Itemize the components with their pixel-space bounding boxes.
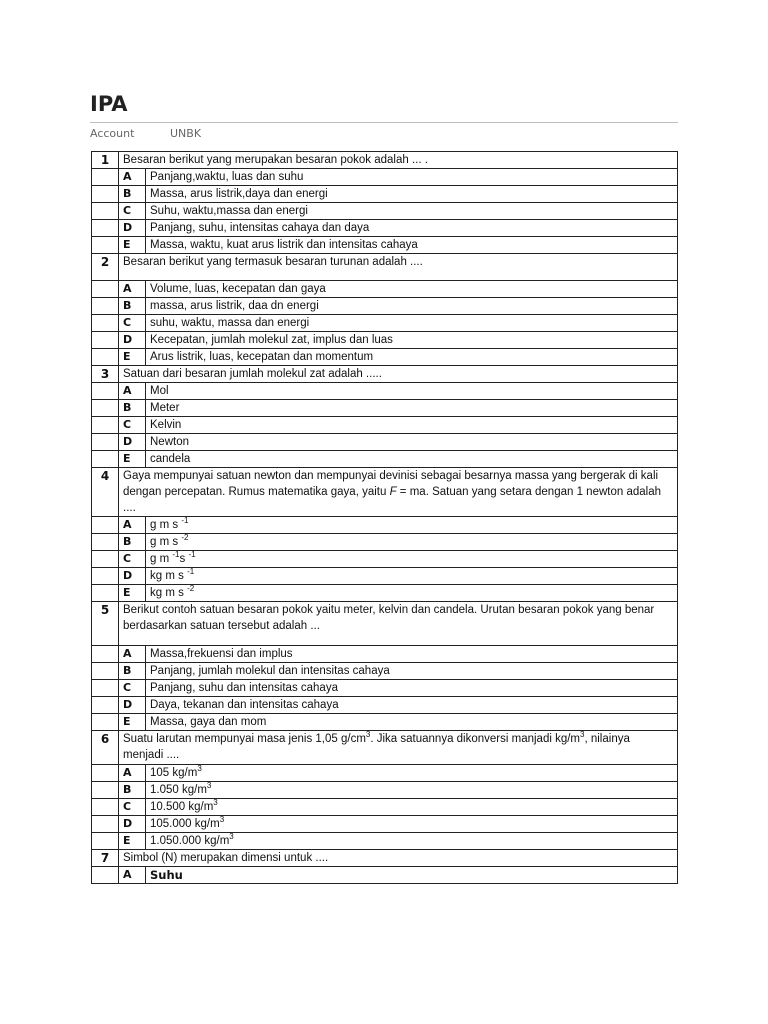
option-text: Newton bbox=[146, 434, 678, 451]
option-letter: A bbox=[119, 383, 146, 400]
option-row bbox=[92, 417, 678, 434]
option-letter: D bbox=[119, 332, 146, 349]
option-letter: B bbox=[119, 534, 146, 551]
option-text: Meter bbox=[146, 400, 678, 417]
question-text: Besaran berikut yang termasuk besaran turunan adalah .... bbox=[119, 254, 678, 281]
option-row bbox=[92, 680, 678, 697]
option-letter: A bbox=[119, 517, 146, 534]
option-text: Suhu, waktu,massa dan energi bbox=[146, 203, 678, 220]
title-divider bbox=[90, 122, 678, 123]
option-letter: D bbox=[119, 220, 146, 237]
option-row bbox=[92, 298, 678, 315]
option-letter: B bbox=[119, 782, 146, 799]
option-letter: E bbox=[119, 714, 146, 731]
option-text: 1.050 $kg/m^3$ bbox=[146, 782, 678, 799]
option-text: Massa,frekuensi dan implus bbox=[146, 646, 678, 663]
option-letter: C bbox=[119, 680, 146, 697]
option-text: Mol bbox=[146, 383, 678, 400]
option-text: Massa, arus listrik,daya dan energi bbox=[146, 186, 678, 203]
question-row bbox=[92, 366, 678, 383]
option-letter: C bbox=[119, 799, 146, 816]
option-text: 105 $kg/m^3$ bbox=[146, 765, 678, 782]
option-letter: D bbox=[119, 816, 146, 833]
option-row bbox=[92, 663, 678, 680]
option-letter: E bbox=[119, 833, 146, 850]
question-number: 1 bbox=[92, 152, 119, 169]
option-row bbox=[92, 833, 678, 850]
question-text: Satuan dari besaran jumlah molekul zat adalah ..... bbox=[119, 366, 678, 383]
option-text: Panjang,waktu, luas dan suhu bbox=[146, 169, 678, 186]
document-title: IPA bbox=[90, 92, 128, 116]
question-row bbox=[92, 602, 678, 646]
option-text: Panjang, jumlah molekul dan intensitas cahaya bbox=[146, 663, 678, 680]
option-text: Volume, luas, kecepatan dan gaya bbox=[146, 281, 678, 298]
option-text: 1.050.000 $kg/m^3$ bbox=[146, 833, 678, 850]
option-row bbox=[92, 765, 678, 782]
option-text: g m s $^{-1}$ bbox=[146, 517, 678, 534]
option-row bbox=[92, 400, 678, 417]
question-row bbox=[92, 731, 678, 765]
question-number: 2 bbox=[92, 254, 119, 281]
option-text: g m s $^{-2}$ bbox=[146, 534, 678, 551]
option-row bbox=[92, 782, 678, 799]
meta-account-label: Account bbox=[90, 127, 135, 140]
option-letter: A bbox=[119, 765, 146, 782]
option-row bbox=[92, 169, 678, 186]
question-text: Suatu larutan mempunyai masa jenis 1,05 $g/cm^3$. Jika satuannya dikonversi manjadi $kg/m^3$, nilainya menjadi .... bbox=[119, 731, 678, 765]
option-row bbox=[92, 237, 678, 254]
question-text: Gaya mempunyai satuan newton dan mempunyai devinisi sebagai besarnya massa yang bergerak di kali dengan percepatan. Rumus matematika gaya, yaitu F = ma. Satuan yang setara dengan 1 newton adalah .... bbox=[119, 468, 678, 517]
option-letter: A bbox=[119, 646, 146, 663]
question-row bbox=[92, 254, 678, 281]
option-row bbox=[92, 203, 678, 220]
option-letter: E bbox=[119, 349, 146, 366]
option-letter: B bbox=[119, 400, 146, 417]
option-row bbox=[92, 816, 678, 833]
option-row bbox=[92, 451, 678, 468]
option-letter: C bbox=[119, 417, 146, 434]
option-letter: A bbox=[119, 867, 146, 884]
option-letter: E bbox=[119, 585, 146, 602]
option-text: 105.000 $kg/m^3$ bbox=[146, 816, 678, 833]
question-number: 6 bbox=[92, 731, 119, 765]
option-text: Panjang, suhu, intensitas cahaya dan daya bbox=[146, 220, 678, 237]
option-letter: A bbox=[119, 169, 146, 186]
option-letter: E bbox=[119, 237, 146, 254]
option-row bbox=[92, 534, 678, 551]
option-text: kg m s $^{-1}$ bbox=[146, 568, 678, 585]
option-letter: C bbox=[119, 203, 146, 220]
question-text: Simbol (N) merupakan dimensi untuk .... bbox=[119, 850, 678, 867]
question-row bbox=[92, 152, 678, 169]
option-letter: E bbox=[119, 451, 146, 468]
option-row bbox=[92, 799, 678, 816]
option-text: Suhu bbox=[146, 867, 678, 884]
option-text: Massa, waktu, kuat arus listrik dan intensitas cahaya bbox=[146, 237, 678, 254]
option-text: g m $^{-1}$s $^{-1}$ bbox=[146, 551, 678, 568]
option-text: candela bbox=[146, 451, 678, 468]
option-letter: A bbox=[119, 281, 146, 298]
option-letter: B bbox=[119, 663, 146, 680]
option-row bbox=[92, 186, 678, 203]
question-row bbox=[92, 850, 678, 867]
option-row bbox=[92, 646, 678, 663]
option-text: massa, arus listrik, daa dn energi bbox=[146, 298, 678, 315]
option-letter: D bbox=[119, 434, 146, 451]
option-text: Panjang, suhu dan intensitas cahaya bbox=[146, 680, 678, 697]
option-row bbox=[92, 867, 678, 884]
option-letter: B bbox=[119, 186, 146, 203]
option-row bbox=[92, 568, 678, 585]
option-text: suhu, waktu, massa dan energi bbox=[146, 315, 678, 332]
option-text: Kelvin bbox=[146, 417, 678, 434]
option-row bbox=[92, 714, 678, 731]
question-number: 5 bbox=[92, 602, 119, 646]
option-letter: C bbox=[119, 551, 146, 568]
option-text: Massa, gaya dan mom bbox=[146, 714, 678, 731]
option-row bbox=[92, 315, 678, 332]
question-number: 7 bbox=[92, 850, 119, 867]
option-row bbox=[92, 220, 678, 237]
option-row bbox=[92, 332, 678, 349]
option-row bbox=[92, 434, 678, 451]
option-row bbox=[92, 551, 678, 568]
option-row bbox=[92, 517, 678, 534]
question-table bbox=[91, 151, 678, 884]
option-text: Kecepatan, jumlah molekul zat, implus dan luas bbox=[146, 332, 678, 349]
option-text: Daya, tekanan dan intensitas cahaya bbox=[146, 697, 678, 714]
meta-category-label: UNBK bbox=[170, 127, 202, 140]
option-text: 10.500 $kg/m^3$ bbox=[146, 799, 678, 816]
question-number: 4 bbox=[92, 468, 119, 517]
option-letter: B bbox=[119, 298, 146, 315]
option-row bbox=[92, 349, 678, 366]
option-row bbox=[92, 383, 678, 400]
option-row bbox=[92, 585, 678, 602]
option-row bbox=[92, 281, 678, 298]
option-letter: C bbox=[119, 315, 146, 332]
option-letter: D bbox=[119, 568, 146, 585]
option-text: kg m s $^{-2}$ bbox=[146, 585, 678, 602]
question-text: Besaran berikut yang merupakan besaran pokok adalah ... . bbox=[119, 152, 678, 169]
question-number: 3 bbox=[92, 366, 119, 383]
force-variable: F bbox=[389, 486, 397, 498]
question-text: Berikut contoh satuan besaran pokok yaitu meter, kelvin dan candela. Urutan besaran pokok yang benar berdasarkan satuan tersebut adalah ... bbox=[119, 602, 678, 646]
option-text: Arus listrik, luas, kecepatan dan momentum bbox=[146, 349, 678, 366]
option-row bbox=[92, 697, 678, 714]
question-row bbox=[92, 468, 678, 517]
option-letter: D bbox=[119, 697, 146, 714]
